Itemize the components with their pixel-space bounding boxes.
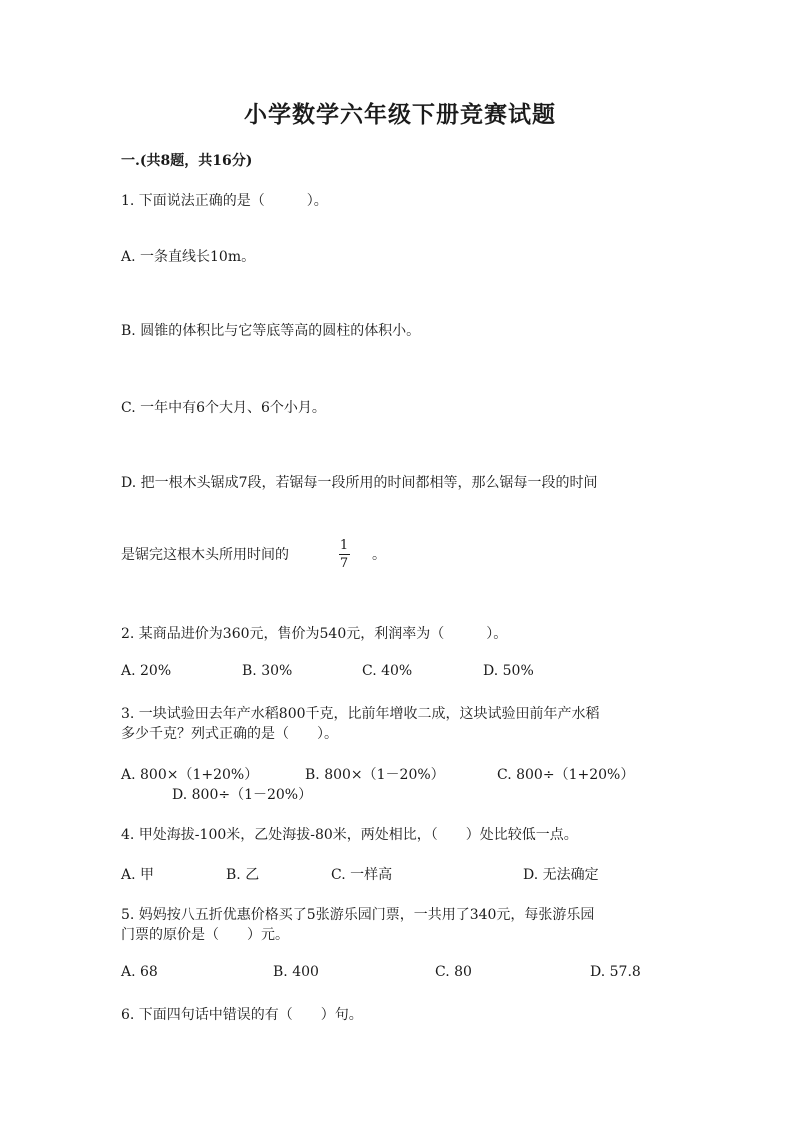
fraction-bar (339, 554, 350, 555)
question-5-option-a: A. 68 (121, 964, 158, 980)
question-3-stem-line-2: 多少千克？列式正确的是（ ）。 (121, 726, 338, 742)
question-2-option-c: C. 40% (362, 663, 413, 679)
question-1-option-d-continued: 是锯完这根木头所用时间的 (121, 547, 289, 563)
question-2-option-d: D. 50% (483, 663, 534, 679)
question-4-option-d: D. 无法确定 (523, 867, 599, 883)
question-4-stem: 4. 甲处海拔-100米，乙处海拔-80米，两处相比，（ ）处比较低一点。 (121, 827, 578, 843)
question-1-option-d: D. 把一根木头锯成7段，若锯每一段所用的时间都相等，那么锯每一段的时间 (121, 475, 598, 491)
question-4-option-c: C. 一样高 (331, 867, 393, 883)
question-4-option-b: B. 乙 (226, 867, 260, 883)
question-2-option-a: A. 20% (121, 663, 172, 679)
question-5-option-c: C. 80 (435, 964, 472, 980)
question-1-option-d-end: 。 (372, 547, 386, 563)
fraction-denominator: 7 (339, 556, 349, 571)
question-1-option-b: B. 圆锥的体积比与它等底等高的圆柱的体积小。 (121, 323, 421, 339)
question-1-option-c: C. 一年中有6个大月、6个小月。 (121, 400, 326, 416)
question-5-option-d: D. 57.8 (590, 964, 641, 980)
question-5-option-b: B. 400 (273, 964, 319, 980)
question-3-option-c: C. 800÷（1+20%） (497, 767, 635, 783)
question-3-option-b: B. 800×（1－20%） (305, 767, 445, 783)
question-3-option-d: D. 800÷（1－20%） (172, 787, 313, 803)
question-1-stem: 1. 下面说法正确的是（ ）。 (121, 193, 328, 209)
question-6-stem: 6. 下面四句话中错误的有（ ）句。 (121, 1007, 363, 1023)
question-4-option-a: A. 甲 (121, 867, 155, 883)
question-3-stem-line-1: 3. 一块试验田去年产水稻800千克，比前年增收二成，这块试验田前年产水稻 (121, 706, 600, 722)
question-1-option-a: A. 一条直线长10m。 (121, 249, 256, 265)
question-3-option-a: A. 800×（1+20%） (121, 767, 259, 783)
fraction-numerator: 1 (339, 538, 349, 553)
fraction-one-seventh (337, 538, 351, 571)
section-heading: 一.(共8题，共16分) (121, 153, 253, 169)
question-2-stem: 2. 某商品进价为360元，售价为540元，利润率为（ ）。 (121, 626, 508, 642)
question-2-option-b: B. 30% (242, 663, 293, 679)
question-5-stem-line-1: 5. 妈妈按八五折优惠价格买了5张游乐园门票，一共用了340元，每张游乐园 (121, 907, 595, 923)
page-title: 小学数学六年级下册竞赛试题 (244, 101, 556, 128)
question-5-stem-line-2: 门票的原价是（ ）元。 (121, 927, 289, 943)
